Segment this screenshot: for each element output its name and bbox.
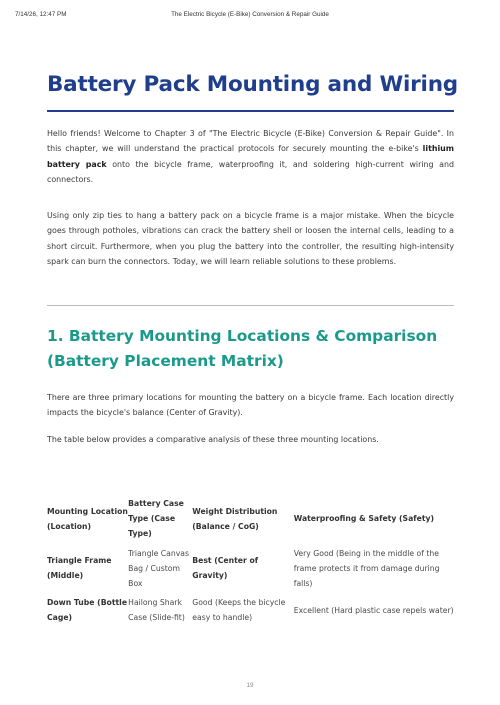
section-paragraph-2: The table below provides a comparative analysis of these three mounting locations. (47, 435, 379, 444)
table-cell-safety: Very Good (Being in the middle of the frame protects it from damage during falls) (293, 548, 440, 589)
page-title: Battery Pack Mounting and Wiring (47, 72, 459, 97)
table-cell-location: Down Tube (Bottle Cage) (47, 598, 128, 623)
table-row (47, 544, 454, 594)
intro-text-before: Hello friends! Welcome to Chapter 3 of "The Electric Bicycle (E-Bike) Conversion & Repair Guide". In this chapter, we will understand the practical protocols for securely mounting the e-bike's (47, 129, 454, 154)
print-datetime: 7/14/26, 12:47 PM (15, 11, 67, 18)
mounting-comparison-table (47, 494, 454, 628)
column-header-case-type: Battery Case Type (Case Type) (128, 499, 184, 539)
column-header-safety: Waterproofing & Safety (Safety) (293, 514, 435, 524)
table-cell-case-type: Triangle Canvas Bag / Custom Box (128, 548, 190, 589)
section-paragraph-1: There are three primary locations for mounting the battery on a bicycle frame. Each location directly impacts the bicycle's balance (Center of Gravity). (47, 393, 454, 418)
column-header-location: Mounting Location (Location) (47, 506, 128, 531)
intro-text-after: onto the bicycle frame, waterproofing it, and soldering high-current wiring and connectors. (47, 159, 454, 185)
table-cell-weight-distribution: Best (Center of Gravity) (192, 556, 259, 581)
table-row (47, 593, 454, 627)
table-cell-safety: Excellent (Hard plastic case repels water) (293, 605, 454, 615)
table-cell-weight-distribution: Good (Keeps the bicycle easy to handle) (192, 598, 286, 623)
page-number: 19 (246, 682, 254, 689)
table-cell-location: Triangle Frame (Middle) (47, 556, 112, 581)
section-divider (47, 305, 454, 306)
section-heading-line-2: (Battery Placement Matrix) (47, 352, 284, 370)
section-heading-line-1: 1. Battery Mounting Locations & Comparison (47, 327, 438, 345)
intro-paragraph-1 (47, 126, 454, 188)
table-cell-case-type: Hailong Shark Case (Slide-fit) (128, 598, 185, 623)
column-header-weight-distribution: Weight Distribution (Balance / CoG) (192, 506, 278, 531)
running-header-title: The Electric Bicycle (E-Bike) Conversion & Repair Guide (171, 11, 329, 18)
intro-bold-term: lithium battery pack (47, 144, 454, 169)
table-header-row (47, 494, 454, 544)
intro-paragraph-2: Using only zip ties to hang a battery pack on a bicycle frame is a major mistake. When the bicycle goes through potholes, vibrations can crack the battery shell or loosen the internal cells, leading to a short circuit. Furthermore, when you plug the battery into the controller, the resulting high-intensity spark can burn the connectors. Today, we will learn reliable solutions to these problems. (47, 211, 454, 267)
title-underline-divider (47, 110, 454, 112)
